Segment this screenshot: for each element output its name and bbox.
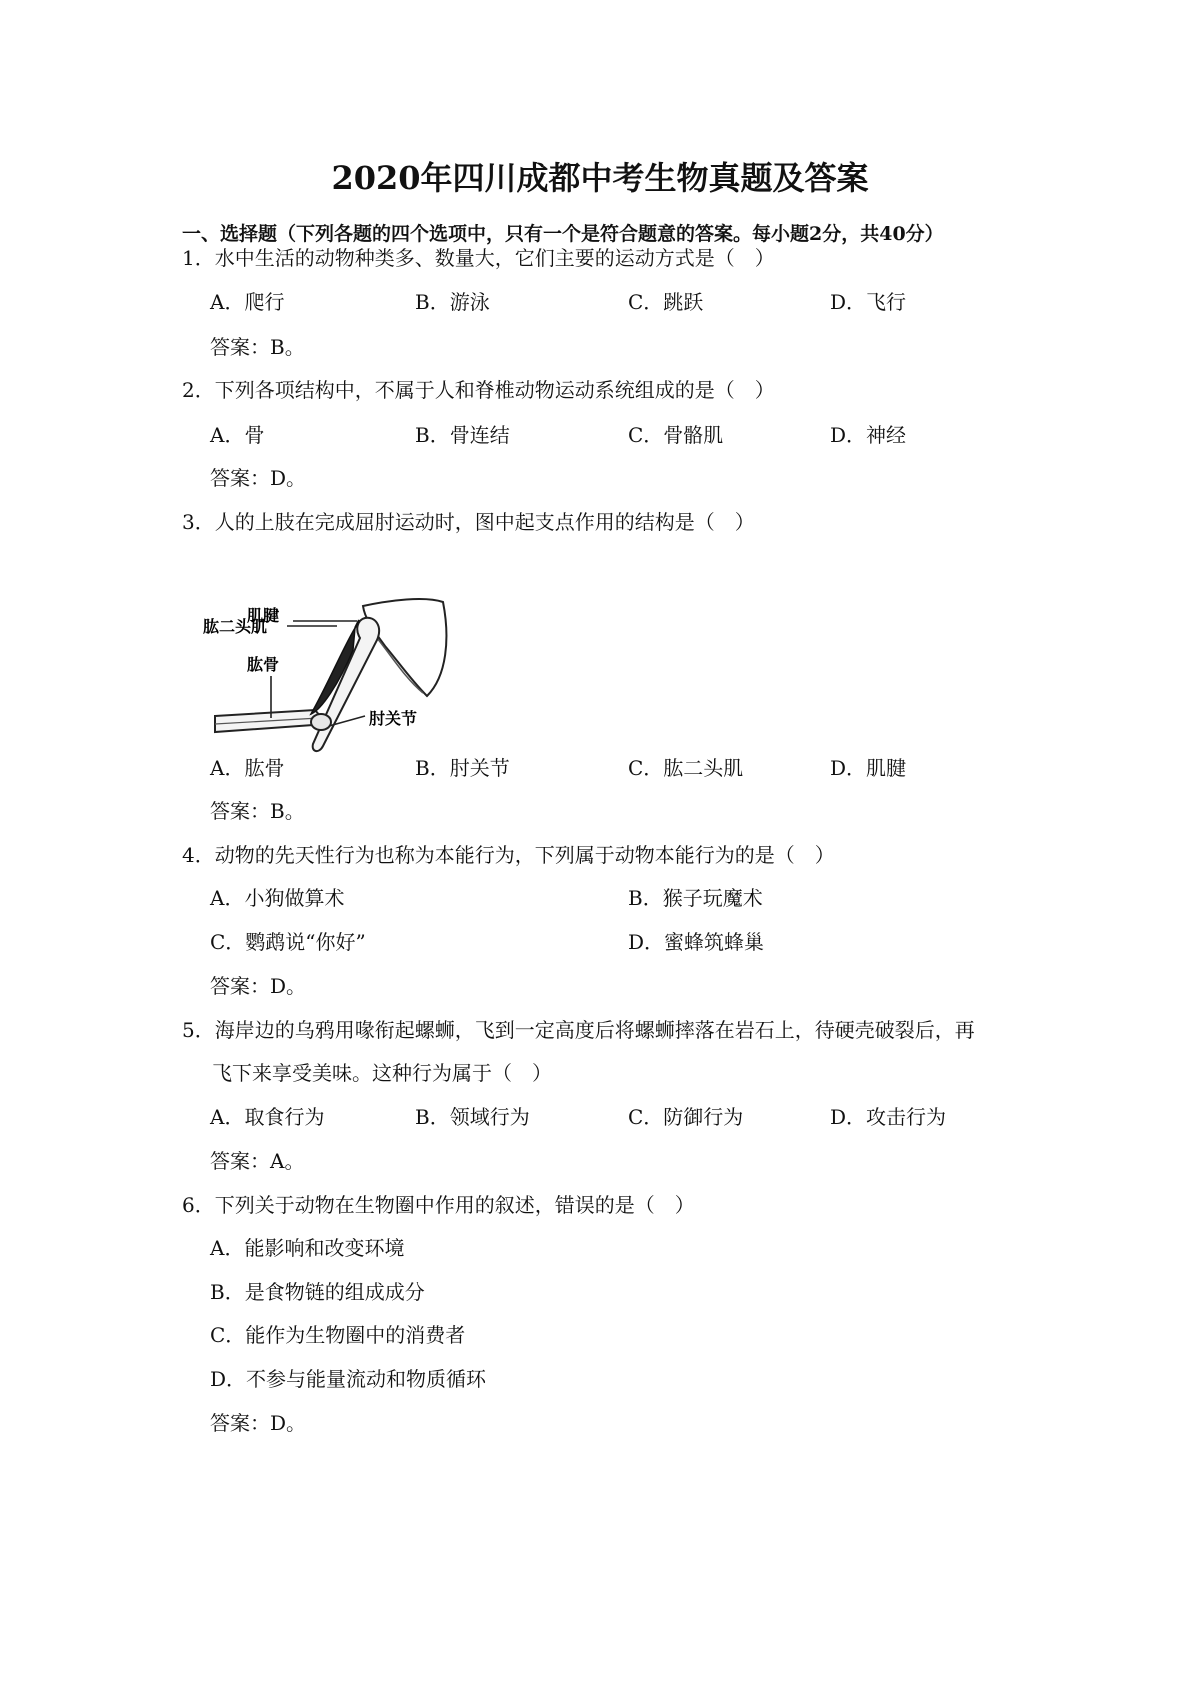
elbow-joint-shape (311, 714, 331, 730)
question-2-stem: 2．下列各项结构中，不属于人和脊椎动物运动系统组成的是（ ） (182, 378, 775, 402)
question-6-answer: 答案：D。 (210, 1411, 307, 1435)
question-5-stem: 5．海岸边的乌鸦用喙衔起螺蛳，飞到一定高度后将螺蛳摔落在岩石上，待硬壳破裂后，再 (182, 1018, 975, 1042)
question-5-stem-continued: 飞下来享受美味。这种行为属于（ ） (212, 1061, 552, 1085)
question-5-answer: 答案：A。 (210, 1149, 305, 1173)
question-6-option-d: D．不参与能量流动和物质循环 (210, 1367, 487, 1391)
question-5-option-c: C．防御行为 (628, 1105, 744, 1129)
question-2-option-b: B．骨连结 (415, 423, 510, 447)
figure-label-humerus: 肱骨 (247, 655, 280, 674)
question-2-answer: 答案：D。 (210, 466, 307, 490)
question-3-option-c: C．肱二头肌 (628, 756, 744, 780)
question-5-option-b: B．领域行为 (415, 1105, 530, 1129)
question-3-option-d: D．肌腱 (830, 756, 907, 780)
figure-label-biceps: 肱二头肌 (203, 617, 268, 636)
question-4-stem: 4．动物的先天性行为也称为本能行为，下列属于动物本能行为的是（ ） (182, 843, 835, 867)
question-1-stem: 1．水中生活的动物种类多、数量大，它们主要的运动方式是（ ） (182, 246, 775, 270)
question-2-option-a: A．骨 (210, 423, 265, 447)
question-1-option-d: D．飞行 (830, 290, 907, 314)
section-heading: 一、选择题（下列各题的四个选项中，只有一个是符合题意的答案。每小题2分，共40分） (182, 223, 944, 245)
question-3-answer: 答案：B。 (210, 799, 305, 823)
question-1-option-b: B．游泳 (415, 290, 490, 314)
question-6-option-a: A．能影响和改变环境 (210, 1236, 405, 1260)
document-title: 2020年四川成都中考生物真题及答案 (331, 159, 869, 197)
question-4-option-b: B．猴子玩魔术 (628, 886, 763, 910)
question-4-option-d: D．蜜蜂筑蜂巢 (628, 930, 765, 954)
question-3-option-a: A．肱骨 (210, 756, 285, 780)
question-4-option-a: A．小狗做算术 (210, 886, 345, 910)
question-1-option-c: C．跳跃 (628, 290, 704, 314)
humerus-bone-shape (313, 618, 379, 751)
shoulder-blade-shape (363, 599, 446, 696)
question-3-stem: 3．人的上肢在完成屈肘运动时，图中起支点作用的结构是（ ） (182, 510, 755, 534)
question-1-option-a: A．爬行 (210, 290, 285, 314)
question-1-answer: 答案：B。 (210, 335, 305, 359)
figure-label-tendon: 肌腱 (247, 606, 280, 625)
question-2-option-c: C．骨骼肌 (628, 423, 724, 447)
question-5-option-d: D．攻击行为 (830, 1105, 947, 1129)
figure-label-elbow: 肘关节 (369, 709, 418, 728)
question-2-option-d: D．神经 (830, 423, 907, 447)
question-4-option-c: C．鹦鹉说“你好” (210, 930, 366, 954)
question-4-answer: 答案：D。 (210, 974, 307, 998)
question-3-option-b: B．肘关节 (415, 756, 510, 780)
question-6-option-b: B．是食物链的组成成分 (210, 1280, 425, 1304)
question-5-option-a: A．取食行为 (210, 1105, 325, 1129)
question-6-stem: 6．下列关于动物在生物圈中作用的叙述，错误的是（ ） (182, 1193, 695, 1217)
question-6-option-c: C．能作为生物圈中的消费者 (210, 1323, 466, 1347)
